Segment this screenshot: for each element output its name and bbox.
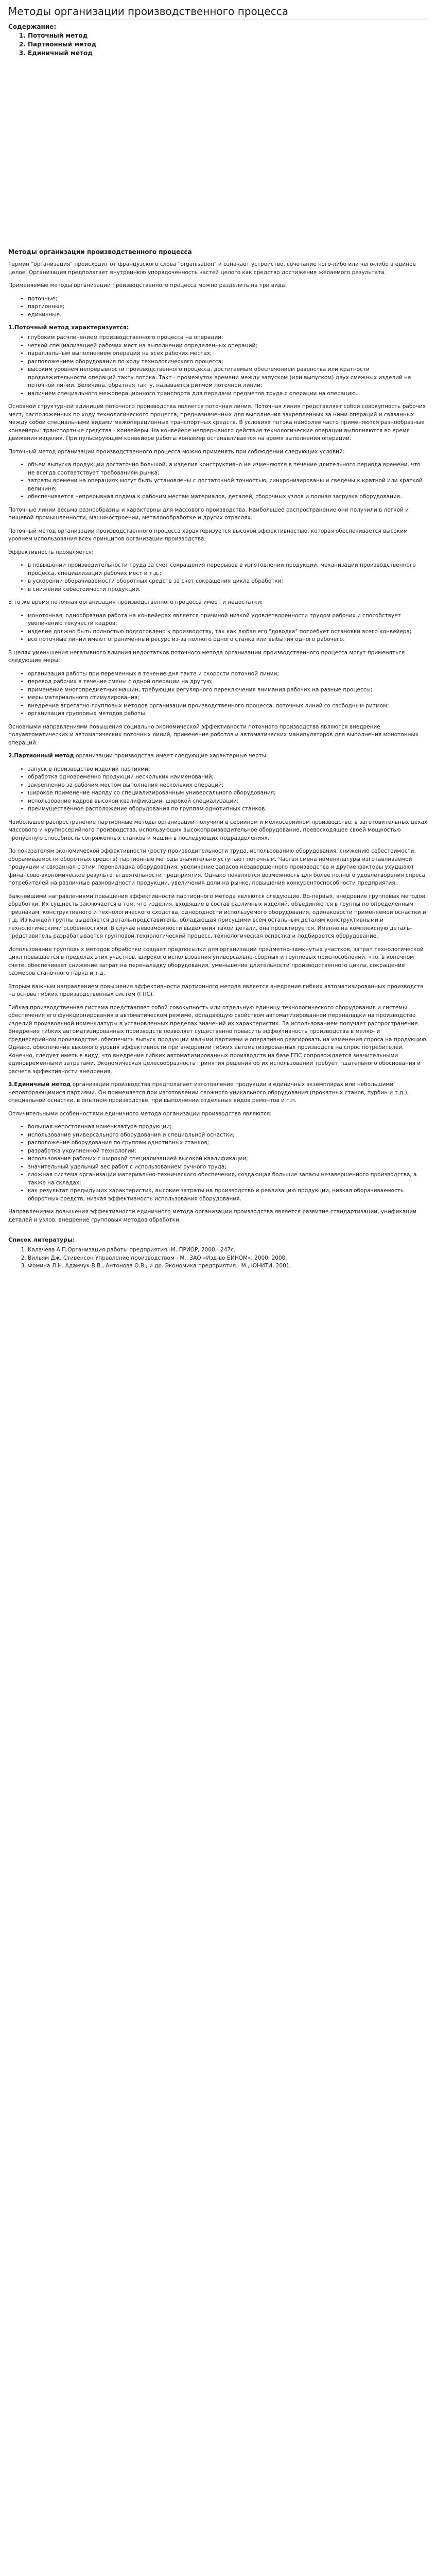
list-item: • все поточные линии имеют ограниченный ресурс из-за полного одного станка или выбытия одного рабочего. xyxy=(28,636,428,644)
paragraph: Наибольшее распространение партионные методы организации получили в серийном и мелкосерийном производстве, в заготовительных цехах массового и крупносерийного производства, использующих высокопроизводительное оборудование, превосходящее своей мощностью пропускную способность сопряженных станков и машин в последующих подразделениях. xyxy=(8,819,428,841)
flow-effects-list xyxy=(8,562,428,594)
list-item: • обеспечивается непрерывная подача к рабочим местам материалов, деталей, сборочных узлов и полная загрузка оборудования. xyxy=(28,493,428,501)
paragraph: Направлениями повышения эффективности единичного метода организации производства является развитие стандартизации, унификации деталей и узлов, внедрение групповых методов обработки. xyxy=(8,1209,417,1223)
list-item: • высоким уровнем непрерывности производственного процесса, достигаемым обеспечением равенства или кратности продолжительности операций такту потока. Такт - промежуток времени между запуском (или выпуском) двух смежных изделий на поточной линии. Величина, обратная такту, называется ритмом поточной линии; xyxy=(28,366,428,390)
list-item: • в снижении себестоимости продукции. xyxy=(28,586,428,594)
flow-method-heading: 1.Поточный метод характеризуется: xyxy=(8,324,129,331)
paragraph: По показателям экономической эффективности (росту производительности труда, использованию оборудования, снижению себестоимости, оборачиваемости оборотных средств) партионные методы значительно уступают поточным. Частая смена номенклатуры изготавливаемой продукции и связанная с этим переналадка оборудования, увеличение запасов незавершенного производства и другие факторы ухудшают финансово-экономическое результаты деятельности предприятия. Однако появляется возможность для более полного удовлетворения спроса потребителей на различные разновидности продукции, увеличения доли на рынке, повышения конкурентоспособности предприятия. xyxy=(8,848,425,886)
list-item: • затраты времени на операциях могут быть установлены с достаточной точностью, синхронизированы и сведены к кратной или краткой величине; xyxy=(28,477,428,493)
paragraph: Поточный метод организации производственного процесса характеризуется высокой эффективностью, которая обеспечивается высоким уровнем использования всех принципов организации производства. xyxy=(8,528,408,542)
paragraph: Использование групповых методов обработки создает предпосылки для организации предметно-замкнутых участков, затрат технологической цикл повышается в пределах этих участков, широкого использования универсально-сборных и групповых приспособлений, что, в конечном счете, обеспечивает снижение затрат на переналадку оборудования, уменьшение длительности производственного цикла, сокращение размеров станочного парка и т.д. xyxy=(8,946,424,976)
list-item: • в повышении производительности труда за счет сокращения перерывов в изготовлении продукции, механизации производственного процесса, специализации рабочих мест и т.д.; xyxy=(28,562,428,578)
list-item: • преимущественное расположение оборудования по группам однотипных станков. xyxy=(28,805,428,814)
list-item: 2. Вильям Дж. Стивенсон Управление производством - М., ЗАО «Изд-во БИНОМ», 2000, 2000. xyxy=(28,1255,428,1263)
page-title: Методы организации производственного процесса xyxy=(8,5,428,20)
list-item: • глубоким расчленением производственного процесса на операции; xyxy=(28,334,428,342)
list-item: • единичные. xyxy=(28,311,428,319)
batch-method-heading: 2.Партионный метод xyxy=(8,753,74,759)
batch-features-list xyxy=(8,766,428,814)
list-item: • объем выпуска продукции достаточно большой, а изделия конструктивно не изменяются в течение длительного периода времени, что не всегда соответствует требованиям рынка; xyxy=(28,461,428,477)
flow-measures-list xyxy=(8,670,428,718)
paragraph: Важнейшими направлениями повышения эффективности партионного метода являются следующие. Во-первых, внедрение групповых методов обработки. Их сущность заключается в том, что изделия, входящие в состав различных изделий, объединяются в группы по определенным признакам: конструктивного и технологического сходства, однородности используемого оборудования, одинаковости применяемой оснастки и т.д. Из каждой группы выделяется деталь-представитель, обладающая присущими всем остальным деталям конструктивными и технологическими особенностями. В случае невозможности выделения такой детали, она проектируется. Именно на комплексную деталь-представитель разрабатывается групповой технологический процесс, технологическая оснастка и подбирается оборудование. xyxy=(8,893,426,939)
toc-title: Содержание: xyxy=(8,23,57,30)
list-item: • партионные; xyxy=(28,303,428,311)
list-item: • обработка одновременно продукции нескольких наименований; xyxy=(28,773,428,782)
toc-item-flow[interactable]: 1. Поточный метод xyxy=(28,31,428,40)
sources-list xyxy=(8,1246,428,1270)
list-item: • четкой специализацией рабочих мест на выполнении определенных операций; xyxy=(28,342,428,350)
paragraph: Гибкая производственная система представляет собой совокупность или отдельную единицу технологического оборудования и системы обеспечения его функционирования в автоматическом режиме, обладающую свойством автоматизированной переналадки на производство изделий произвольной номенклатуры в установленных пределах значений их характеристик. За использованием получает распространение. Внедрение гибких автоматизированных производств позволяет существенно повысить эффективность производства в мелко- и среднесерийном производстве, обеспечить выпуск продукции малыми партиями и оперативно реагировать на изменения спроса на продукцию. Однако, обеспечение высокого уровня эффективности при внедрении гибких автоматизированных производств на спрос потребителей. Конечно, следует иметь в виду, что внедрение гибких автоматизированных производств на базе ГПС сопровождается значительными единовременными затратами. Экономическая целесообразность принятия решения об их использовании требует тщательного обоснования и расчета эффективности внедрения. xyxy=(8,1004,428,1075)
list-item: • меры материального стимулирования; xyxy=(28,694,428,702)
table-of-contents xyxy=(8,31,428,58)
toc-item-batch[interactable]: 2. Партионный метод xyxy=(28,40,428,49)
methods-list xyxy=(8,295,428,319)
paragraph: Поточный метод организации производственного процесса можно применять при соблюдении следующих условий: xyxy=(8,448,345,455)
document-page xyxy=(0,5,436,1270)
intro-paragraph-2: Применяемые методы организации производственного процесса можно разделить на три вида: xyxy=(8,282,287,289)
toc-item-single[interactable]: 3. Единичный метод xyxy=(28,49,428,58)
list-item: • внедрение агрегатно-групповых методов организации производственного процесса, поточных линий со свободным ритмом; xyxy=(28,702,428,710)
paragraph: В то же время поточная организация производственного процесса имеет и недостатки: xyxy=(8,599,263,605)
list-item: • использование рабочих с широкой специализацией высокой квалификации; xyxy=(28,1155,428,1163)
list-item: • запуск в производство изделий партиями; xyxy=(28,766,428,774)
list-item: 3. Фомина Л.Н. Адамчук В.В., Антонова О.В., и др. Экономика предприятия.- М., ЮНИТИ, 2001. xyxy=(28,1262,428,1270)
list-item: • монотонная, однообразная работа на конвейерах является причиной низкой удовлетворенности трудом рабочих и способствует увеличению текучести кадров; xyxy=(28,612,428,628)
list-item: • широкое применение наряду со специализированным универсального оборудования; xyxy=(28,789,428,798)
single-features-list xyxy=(8,1123,428,1203)
intro-paragraph-1: Термин "организация" происходит от французского слова "organisation" и означает устройство, сочетание кого-либо или чего-либо в единое целое. Организация предполагает внутреннюю упорядоченность частей целого как средство достижения желаемого результата. xyxy=(8,261,416,276)
paragraph: Вторым важным направлением повышения эффективности партионного метода является внедрение гибких автоматизированных производств на основе гибких производственных систем (ГПС). xyxy=(8,983,424,997)
paragraph: Основными направлениями повышения социально-экономической эффективности поточного производства являются внедрение полуавтоматических и автоматических поточных линий, применение роботов и автоматических манипуляторов для выполнения монотонных операций. xyxy=(8,723,418,746)
single-method-heading: 3.Единичный метод xyxy=(8,1081,71,1088)
blank-space xyxy=(8,58,428,244)
list-item: • сложная система организации материально-технического обеспечения, создающая большие запасы незавершенного производства, а также на складах; xyxy=(28,1171,428,1187)
list-item: • изделие должно быть полностью подготовлено к производству, так как любая его "доводка" потребует остановки всего конвейера; xyxy=(28,628,428,636)
list-item: • параллельным выполнением операций на всех рабочих местах; xyxy=(28,350,428,358)
section-title: Методы организации производственного процесса xyxy=(8,248,192,256)
paragraph: Поточные линии весьма разнообразны и характерны для массового производства. Наибольшее распространение они получили в легкой и пищевой промышленности, машиностроении, металлообработке и других отраслях. xyxy=(8,506,409,521)
single-method-intro: 3.Единичный метод организации производства предполагает изготовление продукции в единичных экземплярах или небольшими неповторяющимися партиями. Он применяется при изготовлении сложного уникального оборудования (прокатных станов, турбин и т.д.), специальной оснастки, в опытном производстве, при выполнении отдельных видов ремонтов и т.п. xyxy=(8,1081,409,1104)
list-item: 1. Калачева А.П.Организация работы предприятия.-М.:ПРИОР, 2000.- 247с. xyxy=(28,1246,428,1255)
list-item: • большая непостоянная номенклатура продукции; xyxy=(28,1123,428,1131)
list-item: • в ускорении оборачиваемости оборотных средств за счет сокращения цикла обработки; xyxy=(28,578,428,586)
paragraph: Отличительными особенностями единичного метода организации производства являются: xyxy=(8,1110,272,1117)
list-item: • значительный удельный вес работ с использованием ручного труда; xyxy=(28,1163,428,1172)
sources-title: Список литературы: xyxy=(8,1236,75,1243)
list-item: • расположением оборудования по ходу технологического процесса; xyxy=(28,358,428,366)
list-item: • наличием специального межоперационного транспорта для передачи предметов труда с операции на операцию. xyxy=(28,390,428,398)
list-item: • использование кадров высокой квалификации, широкой специализации; xyxy=(28,798,428,806)
paragraph: В целях уменьшения негативного влияния недостатков поточного метода организации производственного процесса могут применяться следующие меры: xyxy=(8,649,405,664)
list-item: • перевод рабочих в течение смены с одной операции на другую; xyxy=(28,678,428,686)
list-item: • закрепление за рабочим местом выполнения нескольких операций; xyxy=(28,782,428,790)
batch-method-intro: 2.Партионный метод организации производства имеет следующие характерные черты: xyxy=(8,753,268,759)
list-item: • расположение оборудования по группам однотипных станков; xyxy=(28,1139,428,1147)
flow-drawbacks-list xyxy=(8,612,428,644)
list-item: • организация групповых методов работы. xyxy=(28,710,428,718)
list-item: • организация работы при переменных в течение дня такте и скорости поточной линии; xyxy=(28,670,428,679)
list-item: • разработка укрупненной технологии; xyxy=(28,1147,428,1156)
flow-features-list xyxy=(8,334,428,398)
paragraph: Эффективность проявляется: xyxy=(8,549,94,555)
list-item: • использование универсального оборудования и специальной оснастки; xyxy=(28,1131,428,1140)
list-item: • как результат предыдущих характеристик, высокие затраты на производство и реализацию продукции, низкая оборачиваемость оборотных средств, низкая эффективность использования оборудования. xyxy=(28,1187,428,1203)
list-item: • применение многопредметных машин, требующих регулярного переключения внимания рабочих на разные процессы; xyxy=(28,686,428,694)
flow-conditions-list xyxy=(8,461,428,501)
list-item: • поточные; xyxy=(28,295,428,303)
paragraph: Основной структурной единицей поточного производства является поточная линия. Поточная линия представляет собой совокупность рабочих мест, расположенных по ходу технологического процесса, предназначенных для выполнения закрепленных за ними операций и связанных между собой специальными видами межоперационных транспортных средств. В условиях потока наиболее часто применяются разнообразные конвейеры: транспортные средства - конвейеры. На конвейере непрерывного действия технологические операции выполняются во время движения изделия. При пульсирующем конвейере работы конвейер останавливается на время выполнения операций. xyxy=(8,403,426,442)
